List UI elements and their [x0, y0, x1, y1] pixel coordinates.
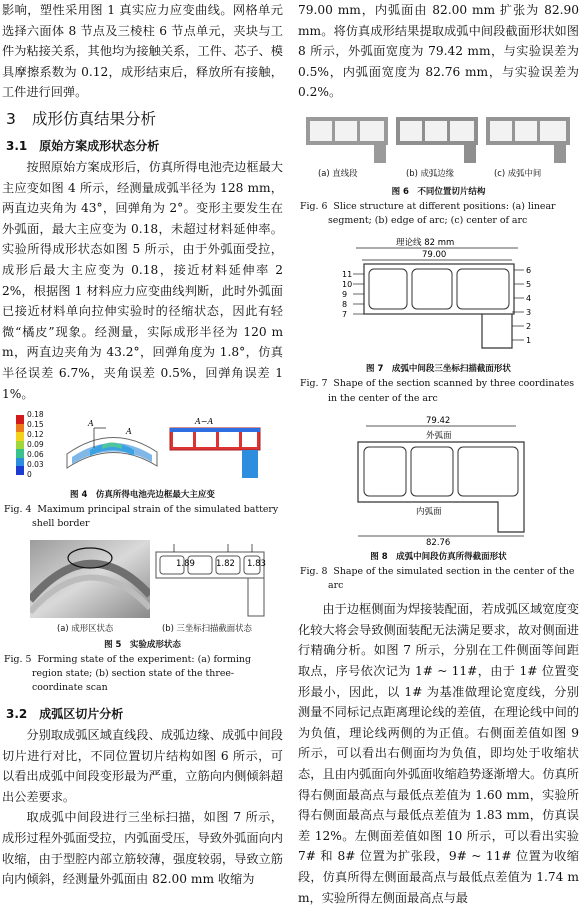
scanned-section-drawing	[342, 236, 542, 356]
scanned-section-sketch	[152, 540, 272, 618]
figure-7-caption: 图 7 成弧中间段三坐标扫描截面形状	[366, 364, 511, 375]
right-column	[298, 0, 579, 908]
slice-arc-center-photo	[486, 117, 570, 163]
section-3-heading	[6, 105, 283, 133]
paragraph-top-right: 79.00 mm，内弧面由 82.00 mm 扩张为 82.90 mm。将仿真成形结果提取成弧中间段截面形状如图 8 所示，外弧面宽度为 79.42 mm，与实验误差为 0.5%，内弧面宽度为 82.76 mm，与实验误差为 0.2%。	[298, 3, 579, 100]
point-marker-label: 3	[526, 308, 532, 318]
inner-arc-label: 内弧面	[416, 506, 442, 517]
legend-swatch	[16, 458, 24, 467]
outer-arc-label: 外弧面	[426, 430, 452, 441]
simulated-section-drawing	[346, 414, 536, 546]
figure-4	[2, 412, 283, 482]
paragraph-3-2a: 分别取成弧区域直线段、成弧边缘、成弧中间段切片进行对比，不同位置切片结构如图 6 所示，可以看出成弧中间段变形最为严重，立筋向内侧倾斜超出公差要求。	[2, 728, 283, 804]
slice-photos	[304, 111, 574, 165]
figure-6	[298, 111, 579, 165]
paragraph-3-2b: 取成弧中间段进行三坐标扫描，如图 7 所示，成形过程外弧面受拉，内弧面受压，导致外弧面向内收缩，由于型腔内部立筋较薄，强度较弱，导致立筋向内倾斜，经测量外弧面由 82.00 mm 收缩为	[2, 810, 283, 887]
paragraph-intro: 影响，塑性采用图 1 真实应力应变曲线。网格单元选择六面体 8 节点及三棱柱 6 节点单元，夹块与工件为粘接关系，其他均为接触关系，工件、芯子、模具摩擦系数为 0.12，成形结束后，释放所有接触，工件进行回弹。	[2, 3, 283, 100]
figure-5a-label: (a) 成形区状态	[57, 622, 114, 633]
point-marker-label: 2	[526, 322, 532, 332]
slice-arc-edge-photo	[396, 117, 478, 163]
paragraph-3-1: 按照原始方案成形后，仿真所得电池壳边框最大主应变如图 4 所示，经测量成弧半径为 128 mm，两直边夹角为 43°，回弹角为 2°。变形主要发生在外弧面，最大主应变为 0.18，未超过材料延伸率。实验所得成形状态如图 5 所示，由于外弧面受拉，成形后最大主应变为 0.18，接近材料延伸率 22%，根据图 1 材料应力应变曲线判断，此时外弧面已接近材料单向拉伸实验时的径缩状态，因此有轻微“橘皮”现象。经测量，实际成形半径为 120 mm，两直边夹角为 43.2°，回弹角度为 1.8°，仿真半径误差 6.7%，夹角误差 0.5%，回弹角误差 11%。	[2, 159, 283, 401]
point-marker-label: 11	[342, 270, 353, 280]
outer-width-value: 79.00	[422, 250, 447, 261]
section-number: 3	[6, 109, 16, 128]
forming-region-photo	[30, 540, 150, 618]
figure-6-subcaptions	[298, 165, 579, 181]
figure-6-english-caption: Fig. 6 Slice structure at different positions: (a) linear segment; (b) edge of arc; (c) center of arc	[300, 200, 556, 227]
figure-5b-label: (b) 三坐标扫描截面状态	[162, 622, 252, 633]
section-mark-a-left: A	[88, 419, 94, 429]
scan-value-3: 1.83	[247, 558, 266, 569]
left-column	[2, 0, 283, 890]
fig8-top-value: 79.42	[426, 415, 451, 426]
section-mark-a-right: A	[126, 427, 132, 437]
scan-value-1: 1.89	[176, 558, 195, 569]
figure-8-english-caption: Fig. 8 Shape of the simulated section in the center of the arc	[300, 565, 575, 591]
figure-4-english-caption: Fig. 4 Maximum principal strain of the simulated battery shell border	[4, 504, 279, 530]
strain-contour-image	[62, 412, 262, 482]
legend-label: 0.15	[27, 420, 44, 430]
figure-5-english-caption: Fig. 5 Forming state of the experiment: (a) forming region state; (b) section state of the three-coordinate scan	[4, 653, 251, 693]
legend-label: 0.18	[27, 410, 44, 420]
legend-label: 0.12	[27, 430, 44, 440]
fig8-bottom-value: 82.76	[426, 537, 451, 546]
point-marker-label: 1	[526, 336, 532, 346]
legend-label: 0	[27, 470, 32, 480]
right-point-markers	[512, 266, 531, 345]
point-marker-label: 4	[526, 294, 532, 304]
legend-swatch	[16, 466, 24, 475]
left-point-markers	[342, 270, 364, 319]
legend-swatch	[16, 415, 24, 424]
section-aa-label: A−A	[195, 417, 214, 427]
legend-swatch	[16, 449, 24, 458]
point-marker-label: 8	[342, 300, 348, 310]
figure-7-english-caption: Fig. 7 Shape of the section scanned by three coordinates in the center of the arc	[300, 378, 575, 404]
strain-legend	[16, 412, 62, 478]
figure-8-caption: 图 8 成弧中间段仿真所得截面形状	[370, 551, 507, 562]
figure-6b-label: (b) 成弧边缘	[406, 167, 455, 178]
figure-5-caption: 图 5 实验成形状态	[104, 639, 181, 650]
figure-5	[2, 540, 283, 620]
scan-value-2: 1.82	[216, 558, 235, 569]
figure-8	[298, 414, 579, 546]
legend-swatch	[16, 424, 24, 433]
figure-6c-label: (c) 成弧中间	[494, 167, 542, 178]
paragraph-bottom-right: 由于边框侧面为焊接装配面，若成弧区域宽度变化较大将会导致侧面装配无法满足要求，故对侧面进行精确分析。如图 7 所示，分别在工件侧面等间距取点，序号依次记为 1# ~ 11#，由于 1# 位置变形最小，因此，以 1# 为基准做理论宽度线，分别测量不同标记点距离理论线的差值，在理论线中间的为负值，理论线两侧的为正值。右侧面差值如图 9 所示，可以看出右侧面均为负值，即均处于收缩状态，且由内弧面向外弧面收缩趋势逐渐增大。仿真所得右侧面最高点与最低点差值为 1.60 mm，实验所得右侧面最高点与最低点差值为 1.83 mm，仿真误差 12%。左侧面差值如图 10 所示，可以看出实验 7# 和 8# 位置为扩张段，9# ~ 11# 位置为收缩段，仿真所得左侧面最高点与最低点差值为 1.74 mm，实验所得左侧面最高点与最	[298, 602, 579, 905]
point-marker-label: 5	[526, 280, 532, 290]
figure-5-subcaptions	[2, 620, 283, 636]
figure-4-caption: 图 4 仿真所得电池壳边框最大主应变	[70, 490, 215, 501]
slice-linear-photo	[306, 117, 388, 163]
point-marker-label: 10	[342, 280, 353, 290]
legend-swatch	[16, 441, 24, 450]
figure-6a-label: (a) 直线段	[318, 167, 358, 178]
figure-6-caption: 图 6 不同位置切片结构	[391, 186, 486, 197]
subsection-3-1-heading: 3.1 原始方案成形状态分析	[6, 138, 160, 153]
legend-label: 0.09	[27, 440, 44, 450]
section-title: 成形仿真结果分析	[32, 109, 157, 128]
theory-line-label: 理论线 82 mm	[396, 238, 455, 249]
legend-label: 0.06	[27, 450, 44, 460]
point-marker-label: 9	[342, 290, 348, 300]
legend-swatch	[16, 432, 24, 441]
subsection-3-2-heading: 3.2 成弧区切片分析	[6, 707, 124, 722]
point-marker-label: 6	[526, 266, 532, 276]
legend-label: 0.03	[27, 460, 44, 470]
point-marker-label: 7	[342, 310, 348, 320]
figure-7	[298, 236, 579, 356]
